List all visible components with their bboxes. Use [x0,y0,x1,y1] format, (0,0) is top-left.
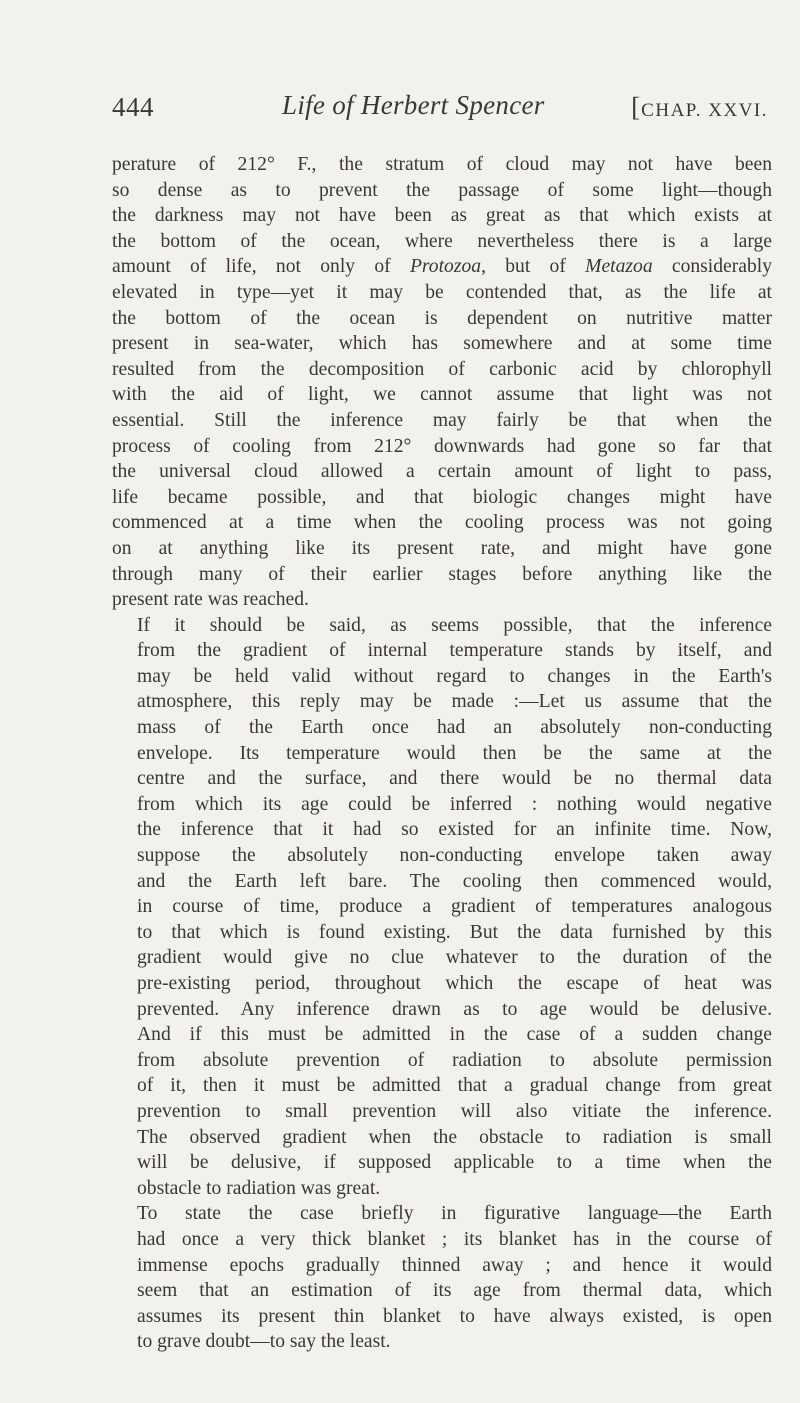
text-line: If it should be said, as seems possible, that the inference [137,614,772,636]
text-line: to grave doubt—to say the least. [137,1331,391,1353]
text-line: amount of life, not only of Protozoa, but of Metazoa considerably [112,256,773,278]
text-line: on at anything like its present rate, and might have gone [112,537,772,559]
text-line: the inference that it had so existed for an infinite time. Now, [137,819,772,841]
text-line: envelope. Its temperature would then be the same at the [137,742,772,764]
paragraph-1 [112,152,772,613]
text-line: resulted from the decomposition of carbonic acid by chlorophyll [112,358,772,380]
text-line: mass of the Earth once had an absolutely non-conducting [137,717,772,739]
text-line: To state the case briefly in figurative language—the Earth [137,1203,772,1225]
text-line: atmosphere, this reply may be made :—Let us assume that the [137,691,772,713]
text-line: from absolute prevention of radiation to absolute permission [137,1049,772,1071]
text-line: from the gradient of internal temperature stands by itself, and [137,640,772,662]
body-text [112,152,772,1355]
text-line: prevention to small prevention will also vitiate the inference. [137,1100,772,1122]
running-header [112,90,768,130]
text-line: seem that an estimation of its age from thermal data, which [137,1280,772,1302]
text-line: perature of 212° F., the stratum of cloud may not have been [112,154,772,175]
text-line: elevated in type—yet it may be contended that, as the life at [112,281,772,303]
text-line: essential. Still the inference may fairly be that when the [112,409,772,431]
text-line: present rate was reached. [112,589,309,611]
text-line: and the Earth left bare. The cooling then commenced would, [137,870,772,892]
text-line: the universal cloud allowed a certain amount of light to pass, [112,461,772,483]
text-line: through many of their earlier stages before anything like the [112,563,772,585]
text-line: so dense as to prevent the passage of some light—though [112,179,772,201]
paragraph-2 [112,613,772,1202]
text-line: the bottom of the ocean, where nevertheless there is a large [112,230,772,252]
text-line: The observed gradient when the obstacle to radiation is small [137,1126,772,1148]
text-line: with the aid of light, we cannot assume that light was not [112,384,772,406]
text-line: had once a very thick blanket ; its blanket has in the course of [137,1228,772,1250]
page-number: 444 [112,92,154,122]
text-line: will be delusive, if supposed applicable to a time when the [137,1152,772,1174]
running-title: Life of Herbert Spencer [282,90,545,120]
text-line: in course of time, produce a gradient of temperatures analogous [137,896,772,918]
text-line: to that which is found existing. But the data furnished by this [137,921,772,943]
text-line: life became possible, and that biologic changes might have [112,486,772,508]
text-line: of it, then it must be admitted that a gradual change from great [137,1075,772,1097]
text-line: immense epochs gradually thinned away ; and hence it would [137,1254,772,1276]
text-line: gradient would give no clue whatever to the duration of the [137,947,772,969]
text-line: the darkness may not have been as great as that which exists at [112,205,772,227]
text-line: obstacle to radiation was great. [137,1177,381,1199]
text-line: from which its age could be inferred : nothing would negative [137,793,772,815]
text-line: suppose the absolutely non-conducting envelope taken away [137,845,772,867]
text-line: the bottom of the ocean is dependent on nutritive matter [112,307,772,329]
text-line: centre and the surface, and there would be no thermal data [137,768,772,790]
text-line: pre-existing period, throughout which the escape of heat was [137,973,772,994]
text-line: commenced at a time when the cooling process was not going [112,512,772,534]
text-line: may be held valid without regard to changes in the Earth's [137,665,772,687]
chapter-reference [631,92,768,123]
text-line: present in sea-water, which has somewhere and at some time [112,333,772,355]
chapter-reference-text: [CHAP. XXVI. [631,92,768,122]
text-line: process of cooling from 212° downwards had gone so far that [112,435,772,457]
paragraph-3 [112,1201,772,1355]
text-line: And if this must be admitted in the case of a sudden change [137,1024,772,1046]
text-line: prevented. Any inference drawn as to age would be delusive. [137,998,772,1020]
text-line: assumes its present thin blanket to have always existed, is open [137,1305,772,1327]
